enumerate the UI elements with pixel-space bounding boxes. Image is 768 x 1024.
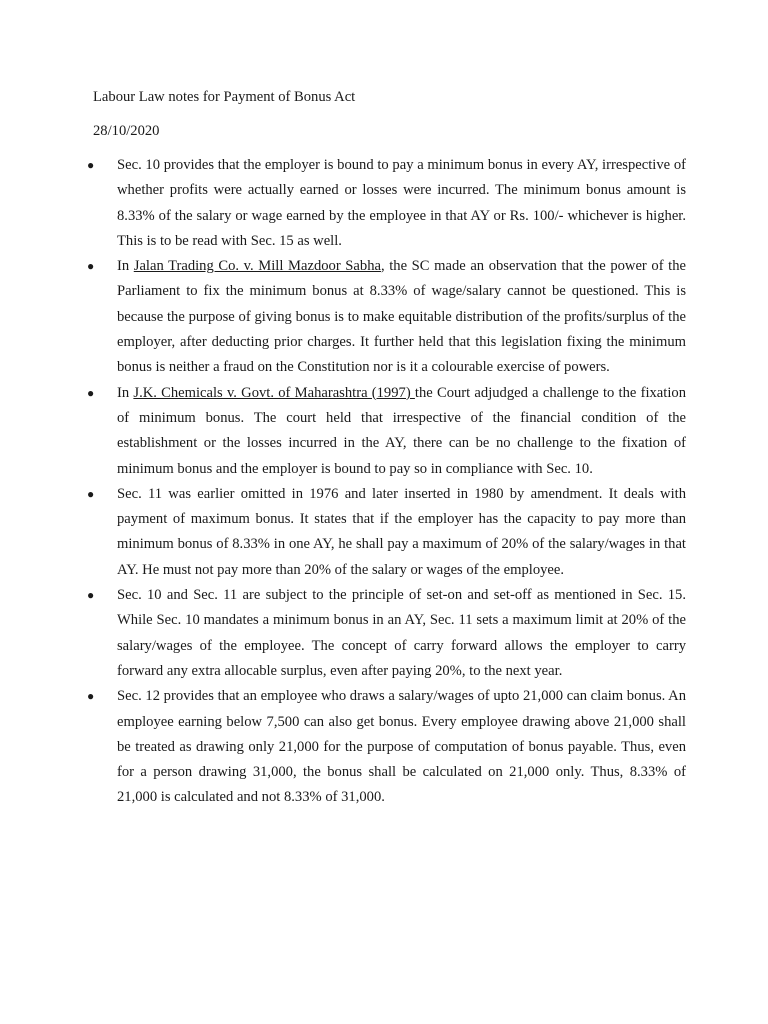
case-citation: Jalan Trading Co. v. Mill Mazdoor Sabha [133, 258, 381, 275]
list-item [86, 153, 686, 254]
bullet-icon: ● [87, 689, 95, 704]
bullet-icon: ● [87, 385, 95, 400]
list-item [86, 482, 686, 583]
note-text: Sec. 12 provides that an employee who draws a salary/wages of upto 21,000 can claim bonus. An employee earning below 7,500 can also get bonus. Every employee drawing above 21,000 shall be treated as drawing only 21,000 for the purpose of computation of bonus payable. Thus, even for a person drawing 31,000, the bonus shall be calculated on 21,000 only. Thus, 8.33% of 21,000 is calculated and not 8.33% of 31,000. [117, 688, 686, 806]
list-item [86, 684, 686, 810]
notes-list [86, 153, 686, 811]
note-text: the Court adjudged a challenge to the fixation of minimum bonus. The court held that irrespective of the financial condition of the establishment or the losses incurred in the AY, there can be no challenge to the fixation of minimum bonus and the employer is bound to pay so in compliance with Sec. 10. [117, 384, 686, 477]
document-title: Labour Law notes for Payment of Bonus Act [93, 89, 356, 105]
bullet-icon: ● [87, 486, 95, 501]
note-text-before: In [117, 258, 134, 275]
bullet-icon: ● [87, 158, 95, 172]
note-text: , the SC made an observation that the power of the Parliament to fix the minimum bonus at 8.33% of wage/salary cannot be questioned. This is because the purpose of giving bonus is to make equitable distribution of the profits/surplus of the employer, after deducting prior charges. It further held that this legislation fixing the minimum bonus is neither a fraud on the Constitution nor is it a colourable exercise of powers. [117, 258, 686, 376]
list-item [86, 583, 686, 684]
bullet-icon: ● [87, 259, 95, 274]
note-text: Sec. 10 provides that the employer is bound to pay a minimum bonus in every AY, irrespective of whether profits were actually earned or losses were incurred. The minimum bonus amount is 8.33% of the salary or wage earned by the employee in that AY or Rs. 100/- whichever is higher. This is to be read with Sec. 15 as well. [117, 157, 686, 249]
list-item [86, 254, 686, 380]
document-date: 28/10/2020 [93, 123, 160, 139]
note-text-before: In [117, 384, 134, 401]
case-citation: J.K. Chemicals v. Govt. of Maharashtra (1997) [133, 384, 415, 401]
list-item [86, 381, 686, 482]
note-text: Sec. 11 was earlier omitted in 1976 and later inserted in 1980 by amendment. It deals with payment of maximum bonus. It states that if the employer has the capacity to pay more than minimum bonus of 8.33% in one AY, he shall pay a maximum of 20% of the salary/wages in that AY. He must not pay more than 20% of the salary or wages of the employee. [117, 485, 686, 578]
bullet-icon: ● [87, 588, 95, 603]
note-text: Sec. 10 and Sec. 11 are subject to the principle of set-on and set-off as mentioned in Sec. 15. While Sec. 10 mandates a minimum bonus in an AY, Sec. 11 sets a maximum limit at 20% of the salary/wages of the employee. The concept of carry forward allows the employer to carry forward any extra allocable surplus, even after paying 20%, to the next year. [117, 587, 686, 679]
